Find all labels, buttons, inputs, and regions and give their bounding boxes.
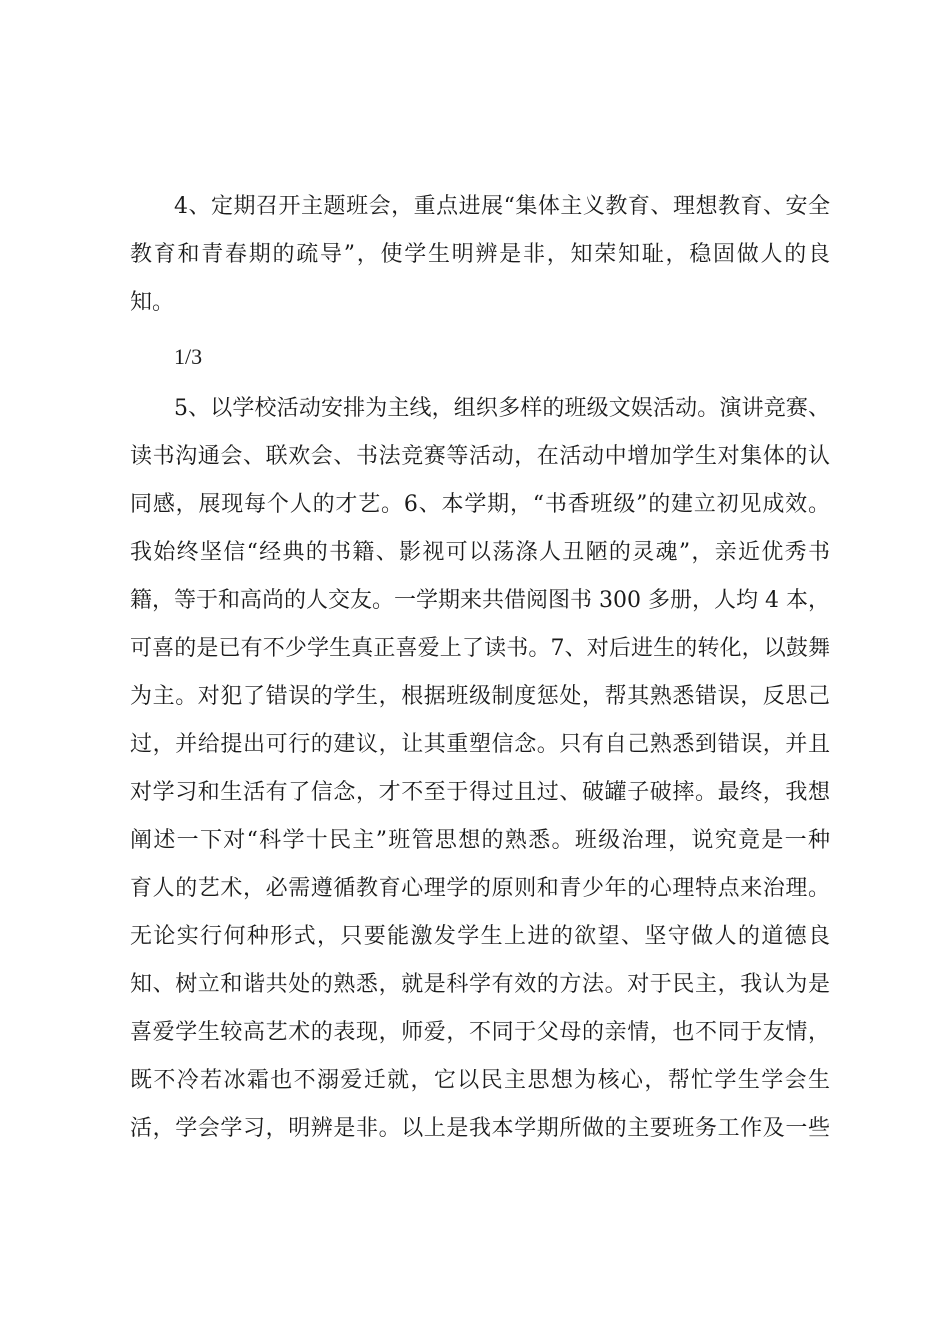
paragraph-2-line-11: 育人的艺术，必需遵循教育心理学的原则和青少年的心理特点来治理。: [130, 876, 830, 901]
paragraph-2-line-14: 喜爱学生较高艺术的表现，师爱，不同于父母的亲情，也不同于友情，: [130, 1020, 830, 1045]
paragraph-1-line-1: 4、定期召开主题班会，重点进展“集体主义教育、理想教育、安全: [174, 194, 830, 219]
paragraph-2-line-6: 可喜的是已有不少学生真正喜爱上了读书。7、对后进生的转化，以鼓舞: [130, 636, 830, 661]
paragraph-2-line-16: 活，学会学习，明辨是非。以上是我本学期所做的主要班务工作及一些: [130, 1116, 830, 1141]
page-number-marker: 1/3: [174, 344, 203, 369]
paragraph-2-line-10: 阐述一下对“科学十民主”班管思想的熟悉。班级治理，说究竟是一种: [130, 828, 830, 853]
paragraph-2-line-9: 对学习和生活有了信念，才不至于得过且过、破罐子破摔。最终，我想: [130, 780, 830, 805]
paragraph-2-line-8: 过，并给提出可行的建议，让其重塑信念。只有自己熟悉到错误，并且: [130, 732, 830, 757]
paragraph-2-line-12: 无论实行何种形式，只要能激发学生上进的欲望、坚守做人的道德良: [130, 924, 830, 949]
paragraph-2-line-13: 知、树立和谐共处的熟悉，就是科学有效的方法。对于民主，我认为是: [130, 972, 830, 997]
paragraph-2-line-5: 籍，等于和高尚的人交友。一学期来共借阅图书 300 多册，人均 4 本，: [130, 588, 830, 613]
paragraph-2-line-2: 读书沟通会、联欢会、书法竞赛等活动，在活动中增加学生对集体的认: [130, 444, 830, 469]
paragraph-2-line-1: 5、以学校活动安排为主线，组织多样的班级文娱活动。演讲竞赛、: [174, 396, 830, 421]
paragraph-2-line-4: 我始终坚信“经典的书籍、影视可以荡涤人丑陋的灵魂”，亲近优秀书: [130, 540, 830, 565]
paragraph-2-line-3: 同感，展现每个人的才艺。6、本学期，“书香班级”的建立初见成效。: [130, 492, 830, 517]
paragraph-1-line-2: 教育和青春期的疏导”，使学生明辨是非，知荣知耻，稳固做人的良: [130, 242, 830, 267]
paragraph-2-line-15: 既不冷若冰霜也不溺爱迁就，它以民主思想为核心，帮忙学生学会生: [130, 1068, 830, 1093]
paragraph-1-line-3: 知。: [130, 290, 175, 315]
paragraph-2-line-7: 为主。对犯了错误的学生，根据班级制度惩处，帮其熟悉错误，反思己: [130, 684, 830, 709]
